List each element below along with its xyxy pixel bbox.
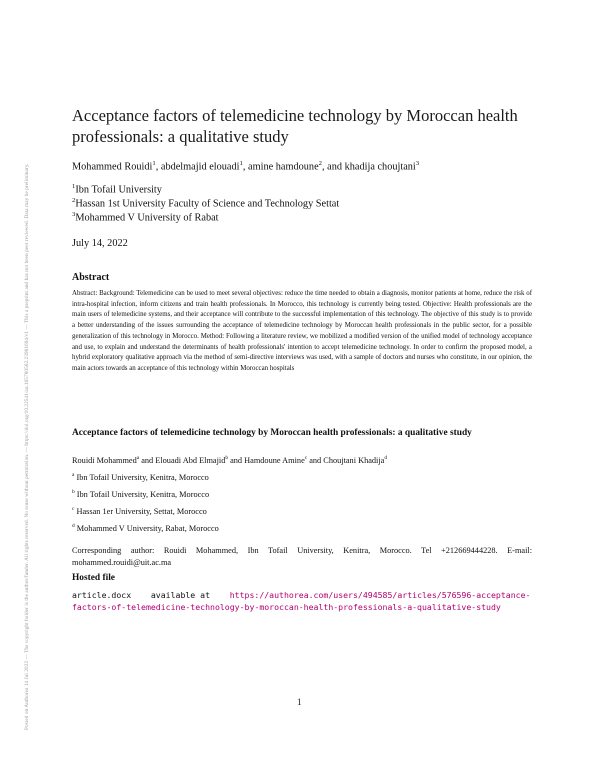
affiliation-detail (72, 489, 532, 499)
author-affil-mark: a (136, 455, 140, 461)
affil-text: Hassan 1st University Faculty of Science and Technology Settat (75, 198, 340, 210)
corresponding-author: Corresponding author: Rouidi Mohammed, Ibn Tofail University, Kenitra, Morocco. Tel +212669444228. E-mail: mohammed.rouidi@uit.ac.ma (72, 546, 532, 567)
affil-mark: 1 (72, 183, 76, 190)
affiliation (72, 197, 542, 209)
abstract-body: Abstract: Background: Telemedicine can be used to meet several objectives: reduce the time needed to obtain a diagnosis, monitor patients at home, reduce the risk of intra-hospital infection, inform citizens and train health professionals. In Morocco, this technology is currently being tested. Objective: Health professionals are the main users of telemedicine systems, and their acceptance will contribute to the successful implementation of this technology. The objective of this study is to provide a better understanding of the issues surrounding the acceptance of telemedicine technology by Moroccan health professionals in the public sector, for a possible generalization of this technology in Morocco. Method: Following a literature review, we mobilized a modified version of the unified model of technology acceptance and use, to explain and understand the determinants of health professionals' intention to accept telemedicine technology. In order to confirm the proposed model, a hybrid exploratory qualitative approach via the method of semi-directive interviews was used, with a sample of doctors and nurses who constitute, in our opinion, the main actors towards an acceptance of this technology within Moroccan hospitals (72, 290, 532, 372)
affil-mark: 2 (72, 197, 76, 204)
affil-text: Mohammed V University, Rabat, Morocco (76, 523, 219, 533)
abstract-heading: Abstract (72, 272, 110, 283)
author-list: Mohammed Rouidi$^1$, abdelmajid elouadi$^1$, amine hamdoune$^2$, and khadija choujtani$^3$ (72, 160, 420, 173)
page-title: Acceptance factors of telemedicine technology by Moroccan health professionals: a qualitative study (72, 106, 518, 146)
author-name: amine hamdoune (248, 161, 319, 173)
section-title: Acceptance factors of telemedicine technology by Moroccan health professionals: a qualitative study (72, 428, 472, 438)
author-affil-mark: 1 (152, 160, 156, 167)
affiliation (72, 211, 542, 223)
affil-text: Hassan 1er University, Settat, Morocco (76, 506, 207, 516)
author-affil-mark: d (384, 455, 388, 461)
hosted-file-name: article.docx (72, 590, 132, 600)
affil-mark: a (72, 472, 75, 478)
affiliation-detail (72, 506, 532, 516)
affil-mark: d (72, 523, 75, 529)
author-name: and Choujtani Khadija (307, 455, 385, 465)
affil-mark: 3 (72, 211, 76, 218)
publication-date: July 14, 2022 (72, 238, 128, 249)
section-authors (72, 455, 532, 465)
sidebar-text: Posted on Authorea 14 Jul 2022 — The copyright holder is the author/funder. All rights reserved. No reuse without permission. — https://doi.org/10.22541/au.165780562.23981694/v1 — This a preprint and has not been peer reviewed. Data may be preliminary. (24, 163, 30, 730)
author-affil-mark: b (225, 455, 229, 461)
author-name: abdelmajid elouadi (160, 161, 240, 173)
affiliation-detail (72, 523, 532, 533)
author-name: and khadija choujtani (327, 161, 416, 173)
hosted-file-heading: Hosted file (72, 573, 115, 583)
affil-mark: b (72, 489, 75, 495)
affil-text: Ibn Tofail University, Kenitra, Morocco (76, 489, 210, 499)
hosted-file-link[interactable]: https://authorea.com/users/494585/articles/576596-acceptance-factors-of-telemedicine-technology-by-moroccan-health-professionals-a-qualitative-study (72, 590, 531, 612)
author-name: and Hamdoune Amine (228, 455, 305, 465)
author-affil-mark: 1 (239, 160, 243, 167)
page-number: 1 (297, 697, 302, 707)
author-affil-mark: c (304, 455, 308, 461)
author-name: Mohammed Rouidi (72, 161, 153, 173)
author-affil-mark: 3 (415, 160, 420, 167)
author-name: and Elouadi Abd Elmajid (139, 455, 226, 465)
affil-text: Ibn Tofail University, Kenitra, Morocco (76, 472, 209, 482)
author-name: Rouidi Mohammed (72, 455, 137, 465)
affil-mark: c (72, 506, 75, 512)
hosted-available-at: available at (150, 590, 211, 600)
affiliation-detail (72, 472, 532, 482)
hosted-file-line (72, 589, 532, 613)
sidebar-preprint-notice (24, 80, 34, 730)
author-affil-mark: 2 (318, 160, 322, 167)
affiliation (72, 183, 542, 195)
affil-text: Ibn Tofail University (75, 184, 162, 196)
affil-text: Mohammed V University of Rabat (75, 212, 219, 224)
